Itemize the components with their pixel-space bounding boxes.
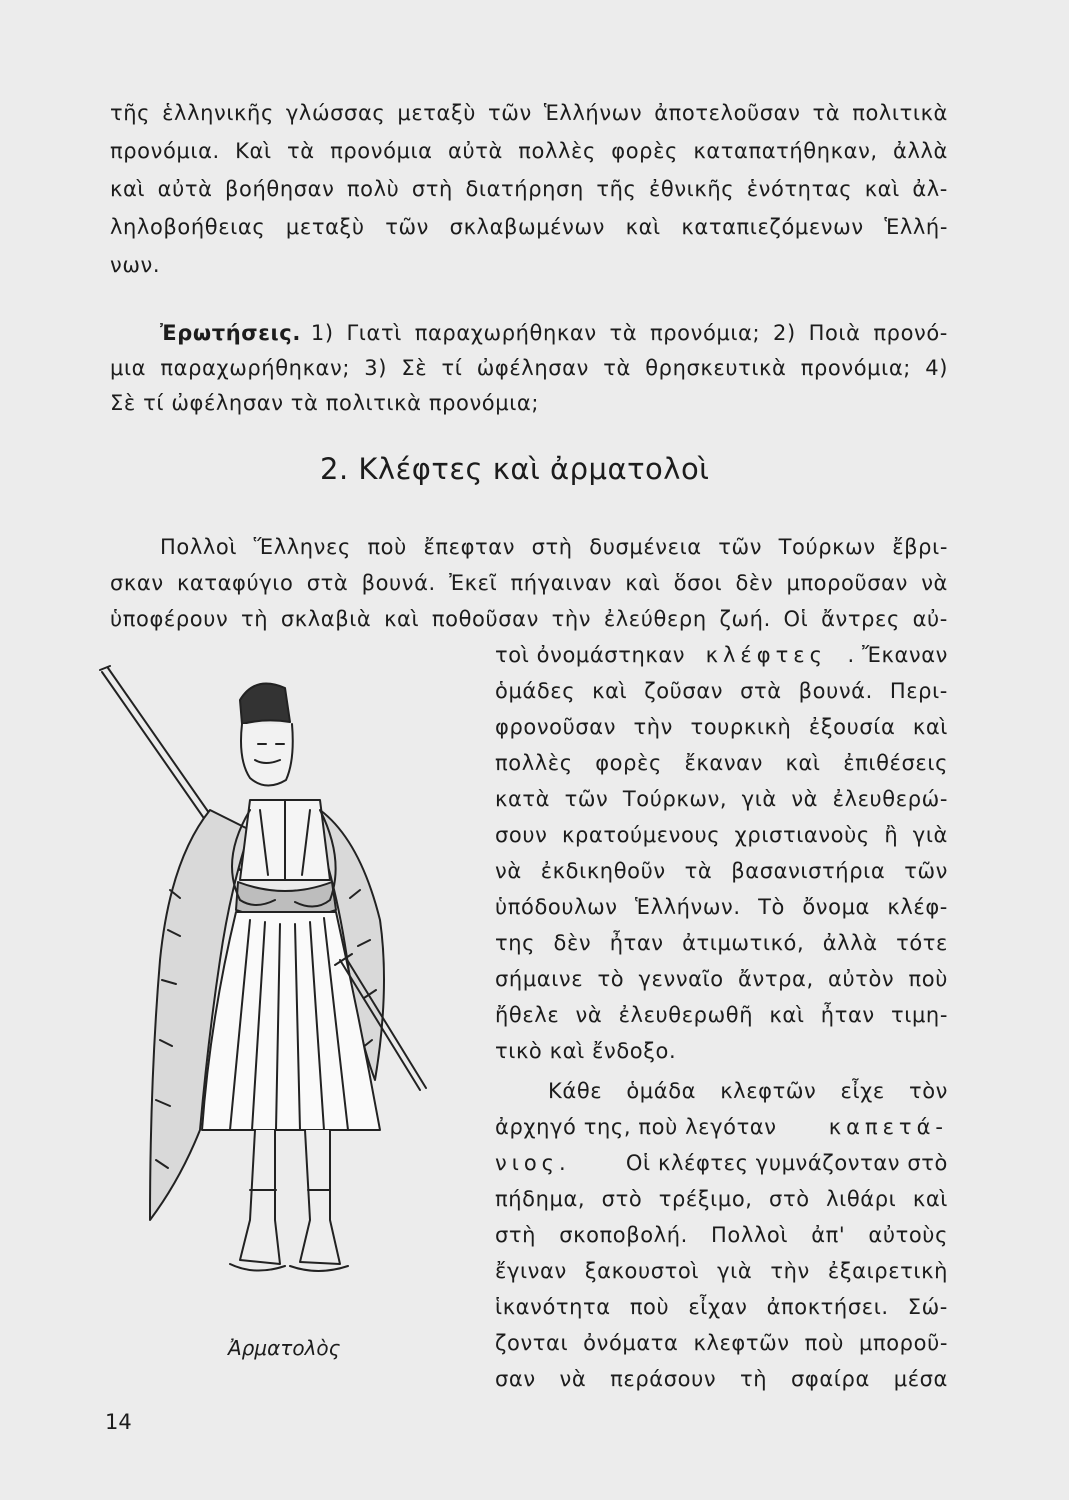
- questions-line: μια παραχωρήθηκαν; 3) Σὲ τί ὠφέλησαν τὰ θρησκευτικὰ προνόμια; 4): [110, 356, 948, 380]
- column-line: σουν κρατούμενους χριστιανοὺς ἢ γιὰ: [495, 823, 948, 847]
- intro-line: ληλοβοήθειας μεταξὺ τῶν σκλαβωμένων καὶ καταπιεζόμενων Ἑλλή-: [110, 215, 948, 239]
- cap-icon: [240, 684, 290, 724]
- intro-line: τῆς ἑλληνικῆς γλώσσας μεταξὺ τῶν Ἑλλήνων ἀποτελοῦσαν τὰ πολιτικὰ: [110, 101, 948, 125]
- intro-line: νων.: [110, 253, 161, 277]
- klephtes-term: κλέφτες: [705, 643, 827, 667]
- body-line: Πολλοὶ Ἕλληνες ποὺ ἔπεφταν στὴ δυσμένεια τῶν Τούρκων ἔβρι-: [160, 535, 948, 559]
- column-line: σήμαινε τὸ γενναῖο ἄντρα, αὐτὸν ποὺ: [495, 967, 948, 991]
- column-line: ἤθελε νὰ ἐλευθερωθῆ καὶ ἦταν τιμη-: [495, 1003, 948, 1027]
- section-heading: 2. Κλέφτες καὶ ἀρματολοὶ: [320, 452, 710, 486]
- armatolos-illustration: [90, 660, 490, 1320]
- column-line: τικὸ καὶ ἔνδοξο.: [495, 1039, 677, 1063]
- column-line: κατὰ τῶν Τούρκων, γιὰ νὰ ἐλευθερώ-: [495, 787, 948, 811]
- kapetan-suffix: Οἱ κλέφτες γυμνάζονταν στὸ: [625, 1151, 948, 1175]
- body-line: σκαν καταφύγιο στὰ βουνά. Ἐκεῖ πήγαιναν καὶ ὅσοι δὲν μποροῦσαν νὰ: [110, 571, 948, 595]
- klephtes-prefix: τοὶ ὀνομάστηκαν: [495, 643, 686, 667]
- column-line: νὰ ἐκδικηθοῦν τὰ βασανιστήρια τῶν: [495, 859, 948, 883]
- intro-line: καὶ αὐτὰ βοήθησαν πολὺ στὴ διατήρηση τῆς ἐθνικῆς ἑνότητας καὶ ἀλ-: [110, 177, 948, 201]
- intro-line: προνόμια. Καὶ τὰ προνόμια αὐτὰ πολλὲς φορὲς καταπατήθηκαν, ἀλλὰ: [110, 139, 948, 163]
- questions-label: Ἐρωτήσεις.: [160, 321, 301, 345]
- body-line: ὑποφέρουν τὴ σκλαβιὰ καὶ ποθοῦσαν τὴν ἐλεύθερη ζωή. Οἱ ἄντρες αὐ-: [110, 607, 948, 631]
- column-line: ὑπόδουλων Ἑλλήνων. Τὸ ὄνομα κλέφ-: [495, 895, 948, 919]
- page-number: 14: [105, 1410, 132, 1434]
- kapetan-line: [495, 1148, 948, 1178]
- kapetan-prefix: ἀρχηγό της, ποὺ λεγόταν: [495, 1115, 777, 1139]
- column-line: ἔγιναν ξακουστοὶ γιὰ τὴν ἐξαιρετικὴ: [495, 1259, 948, 1283]
- column-line: ἱκανότητα ποὺ εἶχαν ἀποκτήσει. Σώ-: [495, 1295, 948, 1319]
- column-line: ζονται ὀνόματα κλεφτῶν ποὺ μποροῦ-: [495, 1331, 948, 1355]
- klephtes-line: [495, 640, 948, 670]
- column-line: στὴ σκοποβολή. Πολλοὶ ἀπ' αὐτοὺς: [495, 1223, 948, 1247]
- column-line: πολλὲς φορὲς ἔκαναν καὶ ἐπιθέσεις: [495, 751, 948, 775]
- column-line: ὁμάδες καὶ ζοῦσαν στὰ βουνά. Περι-: [495, 679, 948, 703]
- column-line: φρονοῦσαν τὴν τουρκικὴ ἐξουσία καὶ: [495, 715, 948, 739]
- kapetan-line: [495, 1112, 948, 1142]
- kapetan-term-end: νιος.: [495, 1151, 571, 1175]
- questions-line: Σὲ τί ὠφέλησαν τὰ πολιτικὰ προνόμια;: [110, 391, 540, 415]
- klephtes-suffix: . Ἔκαναν: [847, 643, 948, 667]
- questions-text: 1) Γιατὶ παραχωρήθηκαν τὰ προνόμια; 2) Ποιὰ προνό-: [310, 321, 948, 345]
- illustration-caption: Ἀρματολὸς: [228, 1336, 341, 1360]
- column-line: Κάθε ὁμάδα κλεφτῶν εἶχε τὸν: [548, 1079, 948, 1103]
- column-line: πήδημα, στὸ τρέξιμο, στὸ λιθάρι καὶ: [495, 1187, 948, 1211]
- questions-line: [160, 318, 948, 348]
- column-line: της δὲν ἦταν ἀτιμωτικό, ἀλλὰ τότε: [495, 931, 948, 955]
- column-line: σαν νὰ περάσουν τὴ σφαίρα μέσα: [495, 1367, 948, 1391]
- kapetan-term: καπετά-: [828, 1115, 948, 1139]
